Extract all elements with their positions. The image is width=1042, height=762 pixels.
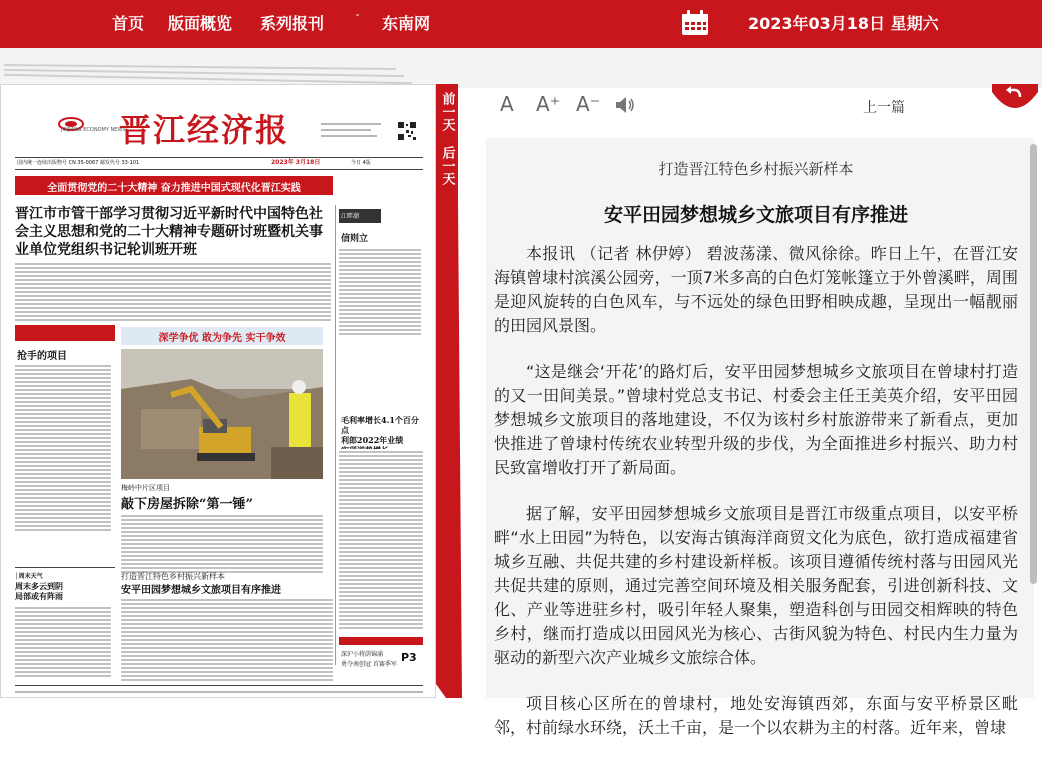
- font-larger-button[interactable]: A⁺: [536, 92, 561, 116]
- issue-line-date: 2023年 3月18日: [271, 159, 321, 166]
- brand-english: JINJIANG ECONOMY NEWS: [61, 127, 126, 133]
- nav-overview[interactable]: 版面概览: [168, 14, 233, 33]
- bottom-article-text: [121, 597, 333, 681]
- nav-dongnan[interactable]: 东南网: [382, 14, 431, 33]
- article-title: 安平田园梦想城乡文旅项目有序推进: [603, 204, 908, 226]
- corner-tag: [339, 637, 423, 645]
- font-smaller-button[interactable]: A⁻: [576, 92, 601, 116]
- article-paragraph: “这是继会‘开花’的路灯后，安平田园梦想城乡文旅项目在曾埭村打造的又一田间美景。”曾埭村党总支书记、村委会主任王美英介绍，安平田园梦想城乡文旅项目的落地建设，不仅为该村乡村旅游带来了新看点，更加快推进了曾埭村传统农业转型升级的步伐，为全面推进乡村振兴、助力村民致富增收打开了新局面。: [494, 362, 1018, 477]
- photo-headline[interactable]: 敲下房屋拆除“第一锤”: [121, 497, 253, 512]
- newspaper-banner: [15, 176, 333, 195]
- issue-line-left: 国内统一连续出版物号 CN 35-0067 邮发代号 33-101: [17, 160, 140, 166]
- nav-series[interactable]: 系列报刊: [260, 14, 325, 33]
- weekend-head[interactable]: 周末多云到阴 局部或有阵雨: [15, 581, 63, 601]
- nav-home[interactable]: 首页: [112, 14, 145, 33]
- lead-headline[interactable]: 晋江市市管干部学习贯彻习近平新时代中国特色社会主义思想和党的二十大精神专题研讨班暨机关事业单位党组织书记轮训班开班: [15, 206, 323, 258]
- article-scrollbar[interactable]: [1030, 144, 1037, 584]
- article-kicker: 打造晋江特色乡村振兴新样本: [658, 160, 854, 178]
- sidebar-text: [339, 247, 421, 337]
- top-nav-bar: [0, 0, 1042, 48]
- lead-article-text: [15, 261, 331, 321]
- article-paragraph: 据了解，安平田园梦想城乡文旅项目是晋江市级重点项目，以安平桥畔“水上田园”为特色，以安海古镇海洋商贸文化为底色，欲打造成福建省城乡互融、共促共建的乡村建设新样板。该项目遵循传统村落与田园风光共促共建的原则，通过完善空间环境及相关服务配套，引进创新科技、文化、产业等进驻乡村，吸引年轻人聚集，塑造科创与田园交相辉映的特色乡村，继而打造成以田园风光为核心、古街风貌为特色、村民内生力量为驱动的新型六次产业城乡文旅综合体。: [494, 504, 1018, 667]
- photo-slogan-box: [121, 327, 323, 345]
- prev-article-link[interactable]: 上一篇: [863, 100, 905, 116]
- demolition-photo[interactable]: [121, 349, 323, 479]
- paper-stack-area: [0, 48, 1042, 88]
- newspaper-masthead: 晋江经济报: [119, 111, 290, 149]
- qr-code-icon: [397, 121, 417, 141]
- left-column-head[interactable]: 抢手的项目: [17, 351, 67, 362]
- newspaper-page[interactable]: [0, 84, 436, 698]
- font-normal-button[interactable]: A: [500, 92, 514, 116]
- article-paragraph: 项目核心区所在的曾埭村，地处安海镇西郊，东面与安平桥景区毗邻，村前绿水环绕，沃土千亩，是一个以农耕为主的村落。近年来，曾埭: [494, 694, 1018, 737]
- left-column-text: [15, 363, 111, 533]
- sidebar-tag: 江畔潮: [339, 209, 381, 223]
- corner-line-1[interactable]: 深沪小将荫锦涌: [341, 651, 384, 658]
- calendar-icon[interactable]: [681, 10, 709, 36]
- weekend-text: [15, 605, 111, 679]
- bottom-kicker: 打造晋江特色乡村振兴新样本: [121, 572, 225, 581]
- photo-caption-small: 梅岭中片区项目: [121, 484, 170, 492]
- photo-slogan: 深学争优 敢为争先 实干争效: [158, 333, 286, 344]
- right-column-text: [339, 449, 423, 629]
- page-number: P3: [401, 651, 417, 664]
- chevron-down-icon[interactable]: ˇ: [355, 14, 360, 25]
- banner-text: 全面贯彻党的二十大精神 奋力推进中国式现代化晋江实践: [47, 183, 301, 194]
- back-icon[interactable]: [992, 84, 1038, 114]
- speaker-icon[interactable]: [614, 96, 636, 114]
- prev-day-button[interactable]: 前一天: [439, 92, 455, 131]
- issue-date: 2023年03月18日 星期六: [748, 14, 939, 33]
- bottom-headline[interactable]: 安平田园梦想城乡文旅项目有序推进: [121, 585, 281, 596]
- issue-line-right: 今日 4版: [351, 160, 371, 166]
- sidebar-head[interactable]: 信则立: [341, 234, 369, 244]
- corner-line-2[interactable]: 勇夺南创冠 首赛季军: [341, 661, 397, 668]
- article-paragraph: 本报讯 （记者 林伊婷） 碧波荡漾、微风徐徐。昨日上午，在晋江安海镇曾埭村滨溪公园旁，一顶7米多高的白色灯笼帐篷立于外曾溪畔，周围是迎风旋转的白色风车，与不远处的绿色田野相映成趣，呈现出一幅靓丽的田园风景图。: [494, 244, 1018, 335]
- left-column-tag: [15, 325, 115, 341]
- photo-article-text: [121, 513, 323, 573]
- weekend-tag: │周末天气: [15, 573, 43, 580]
- right-column-head[interactable]: 毛利率增长4.1个百分点 利郎2022年业绩: [341, 415, 419, 445]
- article-body: [494, 242, 1018, 762]
- next-day-button[interactable]: 后一天: [439, 146, 455, 185]
